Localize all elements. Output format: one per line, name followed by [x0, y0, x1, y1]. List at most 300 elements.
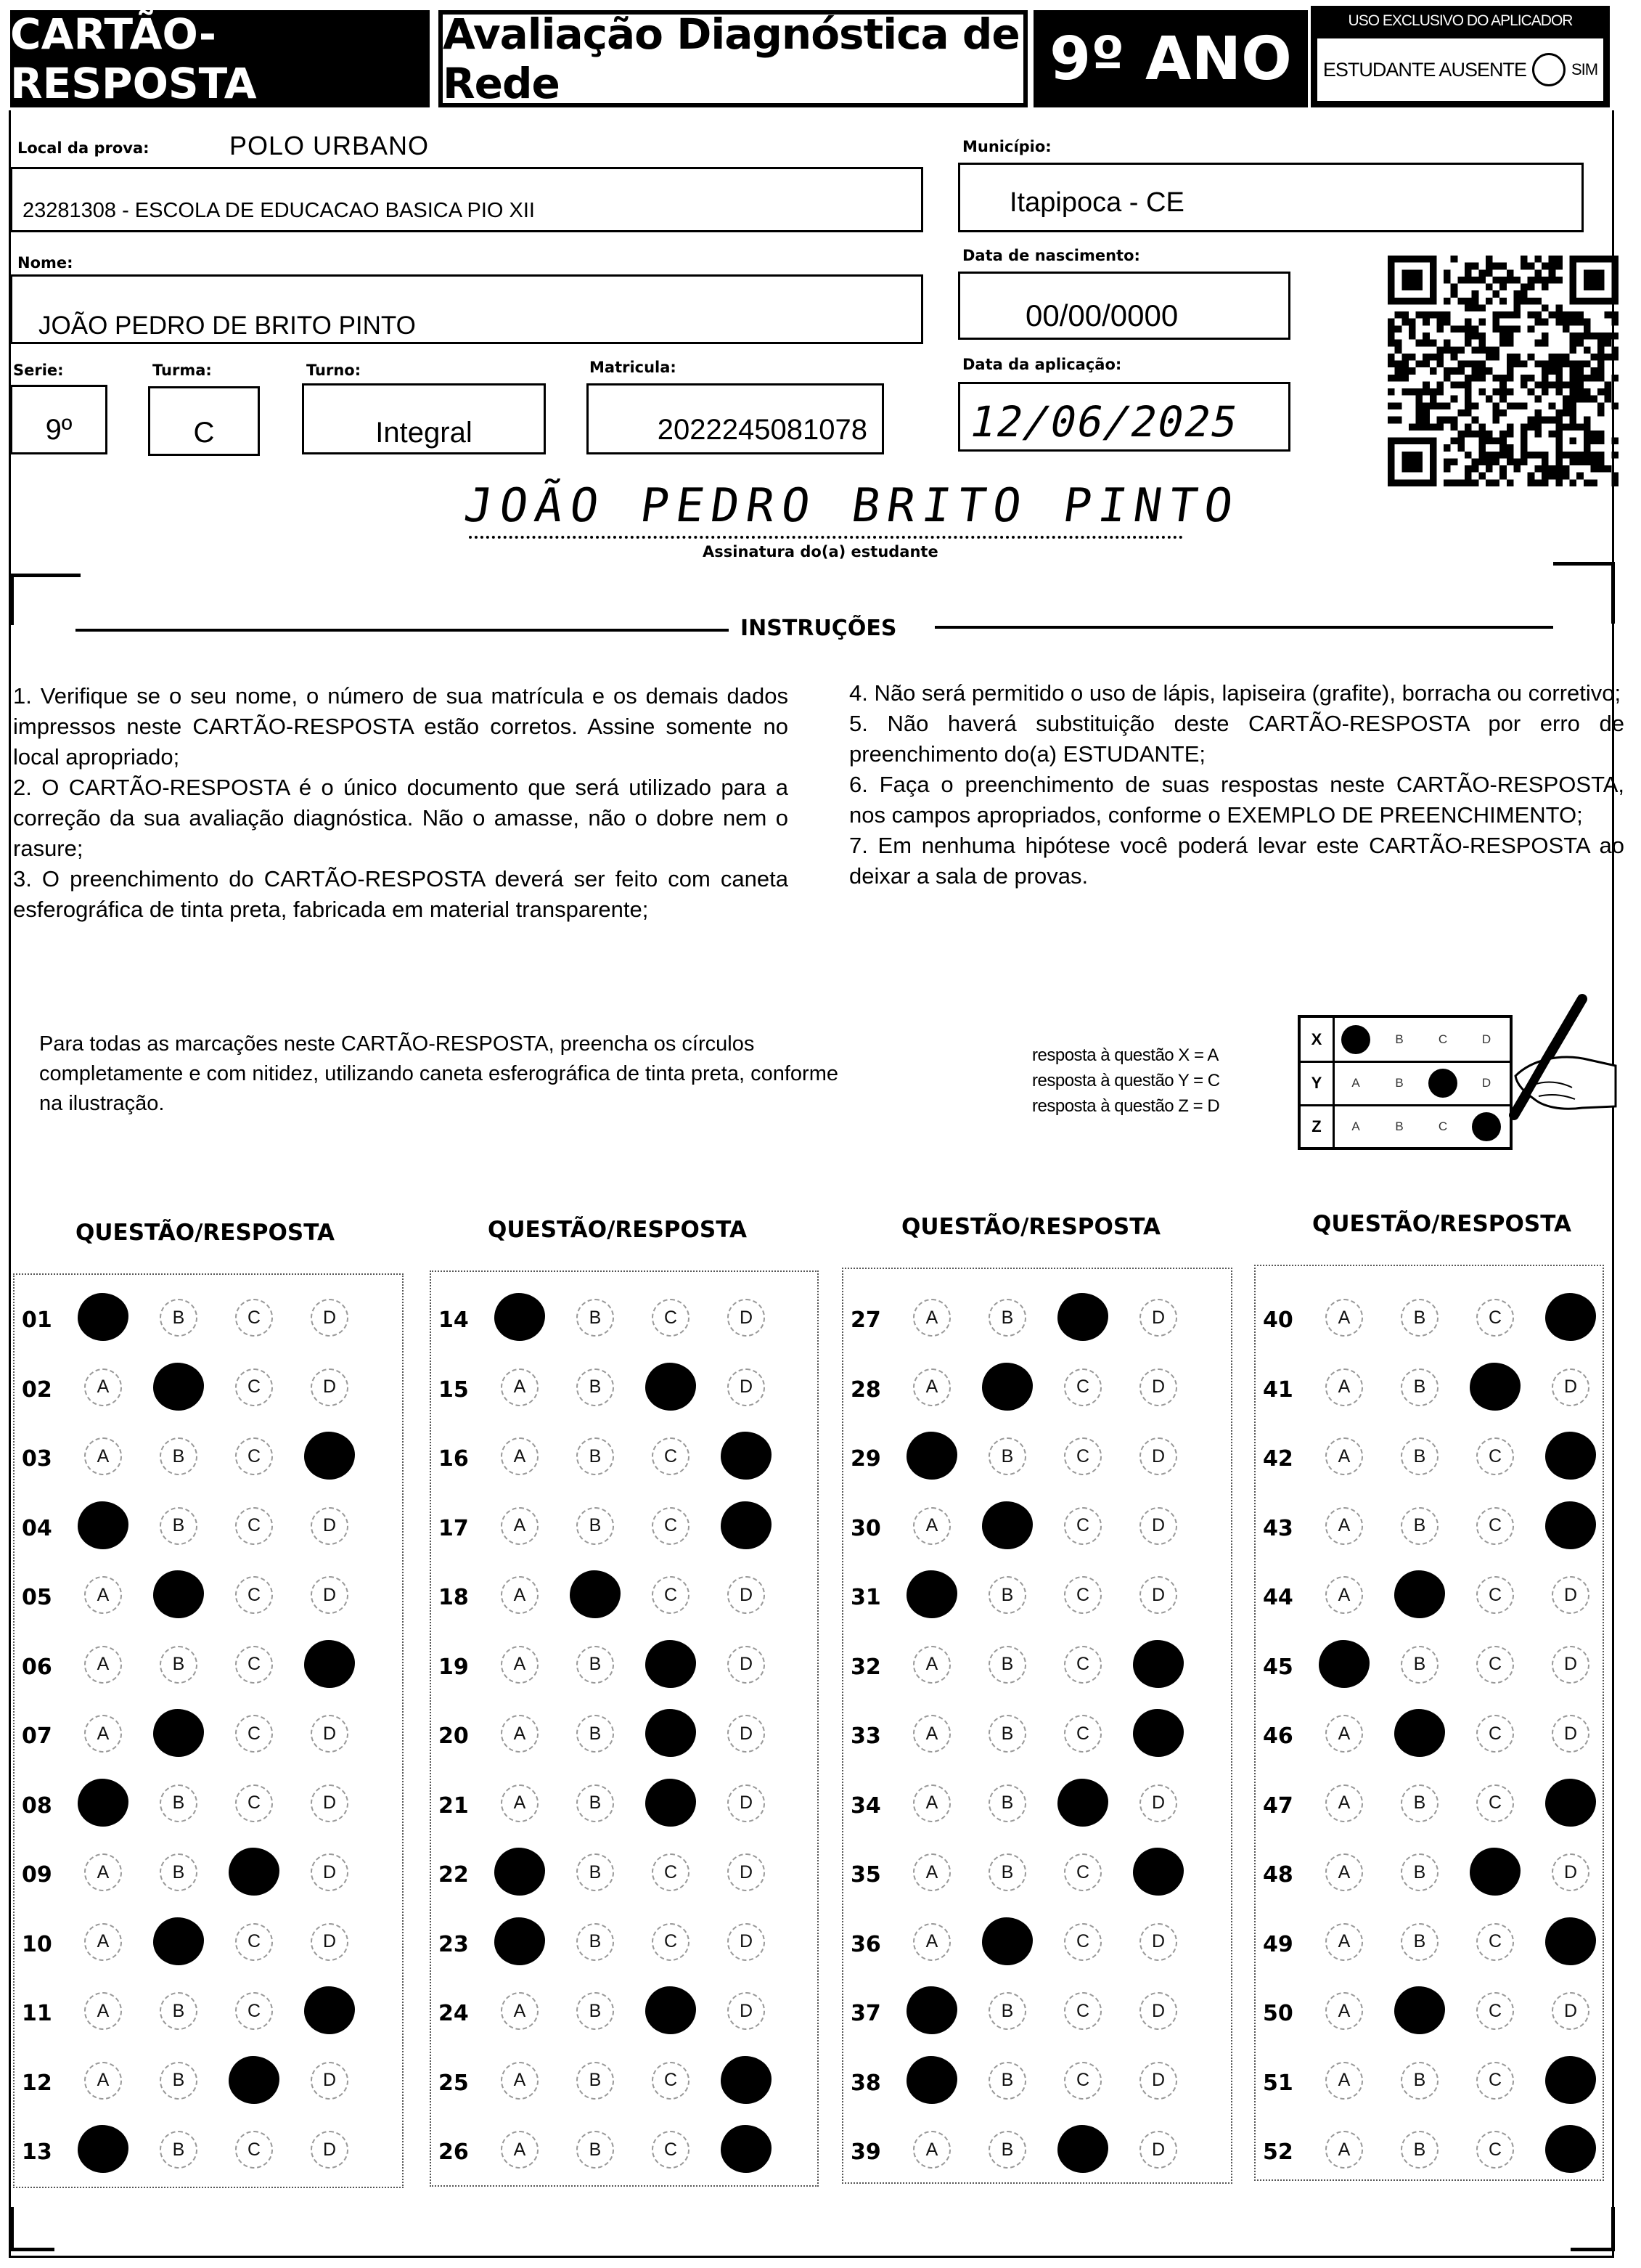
answer-bubble-c[interactable] — [645, 1709, 696, 1757]
question-row — [843, 1777, 1231, 1828]
answer-bubble-c[interactable]: C — [1064, 1853, 1102, 1891]
answer-bubble-d[interactable]: D — [727, 1299, 765, 1337]
answer-bubble-b[interactable] — [570, 1570, 621, 1618]
answer-bubble-c[interactable] — [1057, 1779, 1108, 1827]
nascimento-field — [958, 272, 1290, 340]
answer-bubble-a[interactable]: A — [913, 1507, 951, 1545]
answer-bubble-b[interactable]: B — [576, 1646, 614, 1684]
absent-bubble[interactable] — [1532, 53, 1566, 86]
answer-bubble-d[interactable]: D — [1139, 1507, 1177, 1545]
answer-bubble-b[interactable]: B — [160, 1992, 197, 2030]
answer-bubble-d[interactable]: D — [311, 1368, 348, 1406]
answer-bubble-d[interactable]: D — [1139, 1784, 1177, 1822]
answer-bubble-d[interactable] — [1545, 2125, 1596, 2173]
answer-bubble-b[interactable]: B — [989, 1853, 1026, 1891]
answer-bubble-c[interactable]: C — [1064, 1437, 1102, 1475]
answer-bubble-a[interactable]: A — [501, 1646, 539, 1684]
answer-bubble-a[interactable] — [907, 1986, 957, 2034]
answer-bubble-c[interactable]: C — [652, 1853, 689, 1891]
answer-bubble-d[interactable]: D — [727, 1715, 765, 1753]
answer-bubble-b[interactable]: B — [1401, 2062, 1439, 2100]
answer-bubble-d[interactable]: D — [311, 1923, 348, 1961]
answer-bubble-a[interactable] — [494, 1917, 545, 1965]
answer-bubble-a[interactable]: A — [913, 1784, 951, 1822]
answer-bubble-d[interactable] — [1133, 1640, 1184, 1688]
answer-bubble-d[interactable] — [721, 2125, 772, 2173]
answer-bubble-c[interactable]: C — [235, 1576, 273, 1614]
answer-bubble-c[interactable]: C — [1064, 1715, 1102, 1753]
answer-bubble-c[interactable]: C — [1476, 2131, 1514, 2169]
instructions-title: INSTRUÇÕES — [740, 616, 897, 641]
instructions-corner-left — [10, 574, 81, 625]
answer-bubble-c[interactable] — [229, 2056, 279, 2104]
answer-bubble-b[interactable]: B — [576, 1507, 614, 1545]
answer-bubble-b[interactable]: B — [989, 1646, 1026, 1684]
answer-bubble-b[interactable]: B — [576, 1299, 614, 1337]
question-number: 21 — [438, 1792, 469, 1819]
question-number: 01 — [22, 1308, 52, 1333]
answer-bubble-d[interactable]: D — [727, 1368, 765, 1406]
answer-bubble-a[interactable]: A — [84, 1992, 122, 2030]
answer-bubble-c[interactable] — [229, 1848, 279, 1896]
answer-bubble-c[interactable]: C — [1476, 1576, 1514, 1614]
question-number: 19 — [438, 1654, 469, 1680]
answer-bubble-b[interactable]: B — [160, 1853, 197, 1891]
local-value: POLO URBANO — [229, 131, 430, 160]
question-number: 50 — [1263, 2001, 1293, 2026]
question-row — [843, 2124, 1231, 2174]
answer-bubble-d[interactable]: D — [311, 1507, 348, 1545]
column-title-3: QUESTÃO/RESPOSTA — [901, 1214, 1161, 1240]
question-row — [843, 1569, 1231, 1620]
answer-bubble-b[interactable]: B — [160, 1507, 197, 1545]
question-row — [1256, 1639, 1603, 1689]
answer-bubble-a[interactable] — [78, 2125, 128, 2173]
answer-bubble-b[interactable]: B — [160, 1299, 197, 1337]
question-number: 37 — [851, 2001, 881, 2026]
answer-bubble-a[interactable]: A — [84, 2062, 122, 2100]
answer-bubble-c[interactable]: C — [1476, 1992, 1514, 2030]
municipio-label: Município: — [962, 138, 1052, 155]
answer-bubble-d[interactable]: D — [727, 1923, 765, 1961]
answer-bubble-b[interactable]: B — [576, 2062, 614, 2100]
answer-bubble-b[interactable]: B — [989, 1784, 1026, 1822]
question-number: 14 — [438, 1308, 469, 1333]
instruction-2: 2. O CARTÃO-RESPOSTA é o único documento que será utilizado para a correção da sua avaliação diagnóstica. Não o amasse, não o dobre nem o rasure; — [13, 775, 788, 861]
turno-label: Turno: — [306, 362, 361, 379]
answer-bubble-b[interactable]: B — [989, 1576, 1026, 1614]
question-row — [431, 1777, 817, 1828]
answer-bubble-a[interactable]: A — [913, 1368, 951, 1406]
answer-bubble-a[interactable]: A — [1325, 1299, 1363, 1337]
answer-bubble-c[interactable]: C — [652, 2062, 689, 2100]
answer-bubble-b[interactable]: B — [160, 1437, 197, 1475]
answer-bubble-a[interactable]: A — [501, 1784, 539, 1822]
answer-bubble-b[interactable]: B — [576, 1368, 614, 1406]
answer-bubble-a[interactable] — [78, 1293, 128, 1341]
question-row — [843, 1292, 1231, 1342]
answer-bubble-a[interactable]: A — [84, 1646, 122, 1684]
question-number: 49 — [1263, 1931, 1293, 1957]
answer-bubble-a[interactable]: A — [1325, 1923, 1363, 1961]
answer-bubble-c[interactable]: C — [235, 2131, 273, 2169]
answer-bubble-a[interactable] — [78, 1779, 128, 1827]
question-row — [431, 1292, 817, 1342]
qr-code — [1388, 256, 1619, 486]
answer-bubble-a[interactable]: A — [84, 1368, 122, 1406]
example-bubble-d: D — [1481, 1032, 1491, 1046]
question-row — [1256, 2055, 1603, 2105]
answer-bubble-d[interactable]: D — [727, 1853, 765, 1891]
question-number: 16 — [438, 1446, 469, 1472]
answer-bubble-d[interactable]: D — [727, 1992, 765, 2030]
answer-bubble-a[interactable] — [907, 2056, 957, 2104]
answer-bubble-c[interactable]: C — [652, 1299, 689, 1337]
answer-bubble-b[interactable] — [1394, 1986, 1445, 2034]
answer-bubble-d[interactable] — [721, 1432, 772, 1480]
answer-bubble-d[interactable]: D — [311, 2131, 348, 2169]
matricula-label: Matricula: — [589, 359, 676, 376]
answer-bubble-c[interactable] — [645, 1363, 696, 1411]
question-number: 15 — [438, 1376, 469, 1403]
answer-bubble-c[interactable] — [1470, 1848, 1521, 1896]
answer-bubble-c[interactable] — [1057, 2125, 1108, 2173]
answer-bubble-c[interactable]: C — [1064, 1576, 1102, 1614]
answer-bubble-d[interactable] — [721, 1501, 772, 1549]
instructions-rule-left — [75, 629, 729, 632]
answer-bubble-d[interactable] — [1545, 1917, 1596, 1965]
answer-bubble-b[interactable]: B — [989, 1715, 1026, 1753]
answer-bubble-b[interactable]: B — [1401, 1368, 1439, 1406]
answer-bubble-a[interactable]: A — [1325, 2131, 1363, 2169]
serie-value: 9º — [45, 414, 73, 446]
answer-bubble-d[interactable]: D — [311, 2062, 348, 2100]
question-number: 22 — [438, 1862, 469, 1888]
question-row — [431, 1569, 817, 1620]
question-number: 08 — [22, 1792, 52, 1819]
question-number: 32 — [851, 1654, 881, 1680]
answer-bubble-b[interactable]: B — [989, 2062, 1026, 2100]
answer-bubble-d[interactable]: D — [1139, 2131, 1177, 2169]
answer-bubble-b[interactable]: B — [989, 1437, 1026, 1475]
question-row — [843, 1361, 1231, 1412]
answer-bubble-d[interactable] — [1545, 1293, 1596, 1341]
aplicacao-field — [958, 382, 1290, 452]
answer-bubble-b[interactable]: B — [576, 1853, 614, 1891]
answer-bubble-c[interactable]: C — [1064, 1507, 1102, 1545]
question-number: 17 — [438, 1515, 469, 1541]
answer-bubble-b[interactable]: B — [160, 1784, 197, 1822]
answer-bubble-d[interactable]: D — [1139, 2062, 1177, 2100]
question-row — [15, 1708, 402, 1758]
example-legend-x: resposta à questão X = A — [1032, 1045, 1219, 1065]
answer-bubble-d[interactable] — [1133, 1709, 1184, 1757]
answer-bubble-a[interactable] — [494, 1293, 545, 1341]
answer-bubble-c[interactable]: C — [1476, 1507, 1514, 1545]
answer-bubble-c[interactable] — [645, 1779, 696, 1827]
question-number: 34 — [851, 1792, 881, 1819]
instructions-rule-right — [935, 626, 1553, 629]
answer-bubble-a[interactable]: A — [501, 1992, 539, 2030]
answer-bubble-b[interactable]: B — [576, 1784, 614, 1822]
pen-hand-icon — [1473, 990, 1619, 1135]
exam-title: Avaliação Diagnóstica de Rede — [438, 10, 1028, 107]
answer-bubble-c[interactable]: C — [652, 1437, 689, 1475]
answer-bubble-b[interactable] — [1394, 1709, 1445, 1757]
answer-bubble-b[interactable] — [982, 1363, 1033, 1411]
question-row — [15, 1361, 402, 1412]
answer-bubble-c[interactable]: C — [235, 1368, 273, 1406]
answer-bubble-b[interactable]: B — [1401, 1923, 1439, 1961]
answer-bubble-c[interactable]: C — [1064, 1368, 1102, 1406]
answer-bubble-d[interactable] — [1545, 1432, 1596, 1480]
answer-bubble-c[interactable]: C — [1476, 1715, 1514, 1753]
answer-bubble-b[interactable]: B — [576, 1992, 614, 2030]
absent-option: SIM — [1571, 60, 1598, 78]
answer-bubble-a[interactable]: A — [1325, 1853, 1363, 1891]
answer-bubble-c[interactable]: C — [1064, 1646, 1102, 1684]
answer-bubble-c[interactable] — [1470, 1363, 1521, 1411]
answer-bubble-d[interactable]: D — [727, 1646, 765, 1684]
answer-bubble-b[interactable]: B — [576, 1923, 614, 1961]
answer-bubble-a[interactable]: A — [501, 1715, 539, 1753]
answer-bubble-a[interactable]: A — [1325, 1715, 1363, 1753]
answer-bubble-b[interactable] — [153, 1570, 204, 1618]
answer-bubble-a[interactable]: A — [84, 1576, 122, 1614]
answer-bubble-a[interactable]: A — [913, 1853, 951, 1891]
municipio-field — [958, 163, 1584, 232]
answer-bubble-d[interactable]: D — [311, 1784, 348, 1822]
answer-bubble-d[interactable]: D — [1552, 1853, 1589, 1891]
serie-field — [10, 385, 107, 454]
question-number: 44 — [1263, 1585, 1293, 1610]
answer-bubble-a[interactable]: A — [501, 1437, 539, 1475]
question-number: 28 — [851, 1376, 881, 1403]
instruction-5: 5. Não haverá substituição deste CARTÃO-RESPOSTA por erro de preenchimento do(a) ESTUDANTE; — [849, 711, 1624, 767]
answer-bubble-c[interactable]: C — [1476, 1437, 1514, 1475]
answer-bubble-c[interactable]: C — [235, 1299, 273, 1337]
question-number: 26 — [438, 2139, 469, 2165]
answer-bubble-d[interactable]: D — [1552, 1576, 1589, 1614]
answer-bubble-c[interactable]: C — [235, 1646, 273, 1684]
answer-bubble-a[interactable]: A — [84, 1853, 122, 1891]
answer-bubble-b[interactable] — [153, 1917, 204, 1965]
question-row — [1256, 1292, 1603, 1342]
instruction-3: 3. O preenchimento do CARTÃO-RESPOSTA deverá ser feito com caneta esferográfica de tinta preta, fabricada em material transparente; — [13, 866, 788, 922]
answer-bubble-c[interactable]: C — [1064, 1923, 1102, 1961]
answer-bubble-c[interactable]: C — [652, 2131, 689, 2169]
example-bubble-d: D — [1481, 1076, 1491, 1090]
answer-bubble-a[interactable] — [78, 1501, 128, 1549]
answer-bubble-a[interactable]: A — [84, 1437, 122, 1475]
answer-bubble-a[interactable]: A — [1325, 2062, 1363, 2100]
answer-bubble-d[interactable]: D — [1139, 1923, 1177, 1961]
answer-bubble-a[interactable] — [907, 1570, 957, 1618]
answer-bubble-a[interactable] — [494, 1848, 545, 1896]
fill-note: Para todas as marcações neste CARTÃO-RESPOSTA, preencha os círculos completamente e com nitidez, utilizando caneta esferográfica de tinta preta, conforme na ilustração. — [39, 1032, 838, 1115]
answer-bubble-b[interactable]: B — [1401, 1507, 1439, 1545]
aplicacao-value: 12/06/2025 — [965, 397, 1244, 446]
turno-field — [302, 383, 546, 454]
answer-bubble-b[interactable]: B — [989, 2131, 1026, 2169]
question-number: 10 — [22, 1931, 52, 1957]
question-row — [843, 1639, 1231, 1689]
instruction-7: 7. Em nenhuma hipótese você poderá levar este CARTÃO-RESPOSTA ao deixar a sala de provas. — [849, 833, 1624, 889]
signature-label: Assinatura do(a) estudante — [703, 543, 938, 560]
question-number: 04 — [22, 1515, 52, 1541]
answer-bubble-d[interactable]: D — [727, 1576, 765, 1614]
answer-bubble-c[interactable] — [645, 1640, 696, 1688]
answer-bubble-d[interactable]: D — [1552, 1368, 1589, 1406]
question-row — [843, 1916, 1231, 1967]
school-value: 23281308 - ESCOLA DE EDUCACAO BASICA PIO XII — [22, 199, 535, 222]
answer-bubble-c[interactable]: C — [235, 1784, 273, 1822]
example-bubble-b: B — [1395, 1076, 1404, 1090]
answer-bubble-a[interactable]: A — [1325, 1507, 1363, 1545]
answer-bubble-c[interactable]: C — [652, 1576, 689, 1614]
answer-bubble-b[interactable]: B — [1401, 1437, 1439, 1475]
question-row — [15, 2055, 402, 2105]
question-number: 20 — [438, 1724, 469, 1749]
question-row — [843, 1430, 1231, 1481]
question-row — [1256, 1361, 1603, 1412]
answer-bubble-c[interactable]: C — [235, 1992, 273, 2030]
answer-bubble-c[interactable]: C — [652, 1923, 689, 1961]
answer-bubble-c[interactable]: C — [235, 1715, 273, 1753]
answer-bubble-d[interactable]: D — [1139, 1368, 1177, 1406]
answer-bubble-d[interactable]: D — [727, 1784, 765, 1822]
nome-label: Nome: — [17, 254, 73, 272]
answer-bubble-b[interactable]: B — [576, 1715, 614, 1753]
answer-bubble-d[interactable] — [721, 2056, 772, 2104]
answer-bubble-a[interactable]: A — [501, 2131, 539, 2169]
answer-bubble-a[interactable]: A — [913, 1715, 951, 1753]
answer-bubble-c[interactable]: C — [652, 1507, 689, 1545]
answer-bubble-c[interactable] — [645, 1986, 696, 2034]
answer-bubble-c[interactable]: C — [235, 1437, 273, 1475]
answer-bubble-a[interactable]: A — [1325, 1576, 1363, 1614]
answer-bubble-d[interactable]: D — [1139, 1992, 1177, 2030]
answer-bubble-c[interactable]: C — [1476, 1299, 1514, 1337]
answer-bubble-d[interactable] — [1133, 1848, 1184, 1896]
answer-bubble-a[interactable] — [907, 1432, 957, 1480]
question-number: 09 — [22, 1862, 52, 1888]
answer-bubble-d[interactable]: D — [311, 1299, 348, 1337]
answer-bubble-a[interactable] — [1319, 1640, 1370, 1688]
answer-bubble-a[interactable]: A — [84, 1923, 122, 1961]
answer-bubble-d[interactable]: D — [311, 1853, 348, 1891]
grade-label: 9º ANO — [1034, 10, 1308, 107]
answer-bubble-c[interactable]: C — [235, 1507, 273, 1545]
question-number: 33 — [851, 1724, 881, 1749]
nascimento-label: Data de nascimento: — [962, 247, 1140, 264]
column-title-1: QUESTÃO/RESPOSTA — [75, 1220, 335, 1246]
answer-bubble-b[interactable]: B — [160, 2062, 197, 2100]
answer-bubble-c[interactable]: C — [235, 1923, 273, 1961]
answer-bubble-c[interactable]: C — [1064, 2062, 1102, 2100]
question-number: 35 — [851, 1862, 881, 1888]
question-row — [15, 1777, 402, 1828]
answer-bubble-a[interactable]: A — [501, 1576, 539, 1614]
question-row — [1256, 1500, 1603, 1551]
answer-bubble-c[interactable]: C — [1476, 1784, 1514, 1822]
answer-bubble-b[interactable] — [1394, 1570, 1445, 1618]
column-title-2: QUESTÃO/RESPOSTA — [488, 1217, 747, 1243]
question-number: 46 — [1263, 1724, 1293, 1749]
question-number: 39 — [851, 2139, 881, 2165]
question-row — [431, 2124, 817, 2174]
answer-bubble-a[interactable]: A — [501, 1507, 539, 1545]
school-field — [10, 167, 923, 232]
answer-bubble-b[interactable] — [153, 1709, 204, 1757]
answer-bubble-a[interactable]: A — [1325, 1784, 1363, 1822]
answer-bubble-b[interactable]: B — [576, 1437, 614, 1475]
answer-bubble-b[interactable]: B — [1401, 1299, 1439, 1337]
answer-bubble-d[interactable]: D — [1552, 1646, 1589, 1684]
answer-bubble-b[interactable]: B — [160, 2131, 197, 2169]
answer-bubble-d[interactable]: D — [1139, 1576, 1177, 1614]
answer-bubble-a[interactable]: A — [913, 1299, 951, 1337]
answer-bubble-d[interactable]: D — [1139, 1299, 1177, 1337]
answer-bubble-a[interactable]: A — [1325, 1992, 1363, 2030]
answer-bubble-d[interactable] — [304, 1640, 355, 1688]
answer-bubble-a[interactable]: A — [913, 2131, 951, 2169]
answer-bubble-c[interactable]: C — [1476, 2062, 1514, 2100]
answer-bubble-c[interactable]: C — [1476, 1923, 1514, 1961]
answer-bubble-a[interactable]: A — [501, 2062, 539, 2100]
example-bubble-a: A — [1351, 1119, 1360, 1133]
answer-bubble-d[interactable]: D — [311, 1576, 348, 1614]
answer-bubble-d[interactable]: D — [1552, 1992, 1589, 2030]
answer-bubble-b[interactable]: B — [576, 2131, 614, 2169]
answer-bubble-d[interactable]: D — [1139, 1437, 1177, 1475]
answer-bubble-a[interactable]: A — [1325, 1368, 1363, 1406]
answer-bubble-b[interactable]: B — [1401, 1646, 1439, 1684]
answer-bubble-d[interactable] — [1545, 2056, 1596, 2104]
answer-bubble-c[interactable] — [1057, 1293, 1108, 1341]
answer-bubble-d[interactable] — [1545, 1501, 1596, 1549]
answer-bubble-d[interactable] — [304, 1986, 355, 2034]
answer-bubble-a[interactable]: A — [913, 1923, 951, 1961]
answer-bubble-a[interactable]: A — [913, 1646, 951, 1684]
answer-bubble-d[interactable]: D — [311, 1715, 348, 1753]
answer-bubble-b[interactable]: B — [1401, 1784, 1439, 1822]
question-row — [15, 1639, 402, 1689]
bottom-corner-right — [1571, 2207, 1615, 2251]
answer-bubble-c[interactable]: C — [1476, 1646, 1514, 1684]
answer-bubble-b[interactable] — [982, 1917, 1033, 1965]
answer-bubble-a[interactable]: A — [84, 1715, 122, 1753]
aplicacao-label: Data da aplicação: — [962, 356, 1122, 373]
answer-bubble-b[interactable]: B — [1401, 1853, 1439, 1891]
question-row — [431, 1361, 817, 1412]
answer-bubble-b[interactable]: B — [1401, 2131, 1439, 2169]
answer-bubble-b[interactable]: B — [989, 1299, 1026, 1337]
answer-bubble-a[interactable]: A — [1325, 1437, 1363, 1475]
example-legend-y: resposta à questão Y = C — [1032, 1071, 1220, 1090]
answer-bubble-d[interactable] — [304, 1432, 355, 1480]
question-number: 45 — [1263, 1654, 1293, 1680]
answer-bubble-c[interactable]: C — [1064, 1992, 1102, 2030]
answer-bubble-a[interactable]: A — [501, 1368, 539, 1406]
answer-bubble-b[interactable] — [153, 1363, 204, 1411]
answer-bubble-b[interactable] — [982, 1501, 1033, 1549]
column-title-4: QUESTÃO/RESPOSTA — [1312, 1211, 1571, 1237]
answer-bubble-b[interactable]: B — [989, 1992, 1026, 2030]
answer-bubble-b[interactable]: B — [160, 1646, 197, 1684]
answer-bubble-d[interactable] — [1545, 1779, 1596, 1827]
answer-bubble-d[interactable]: D — [1552, 1715, 1589, 1753]
